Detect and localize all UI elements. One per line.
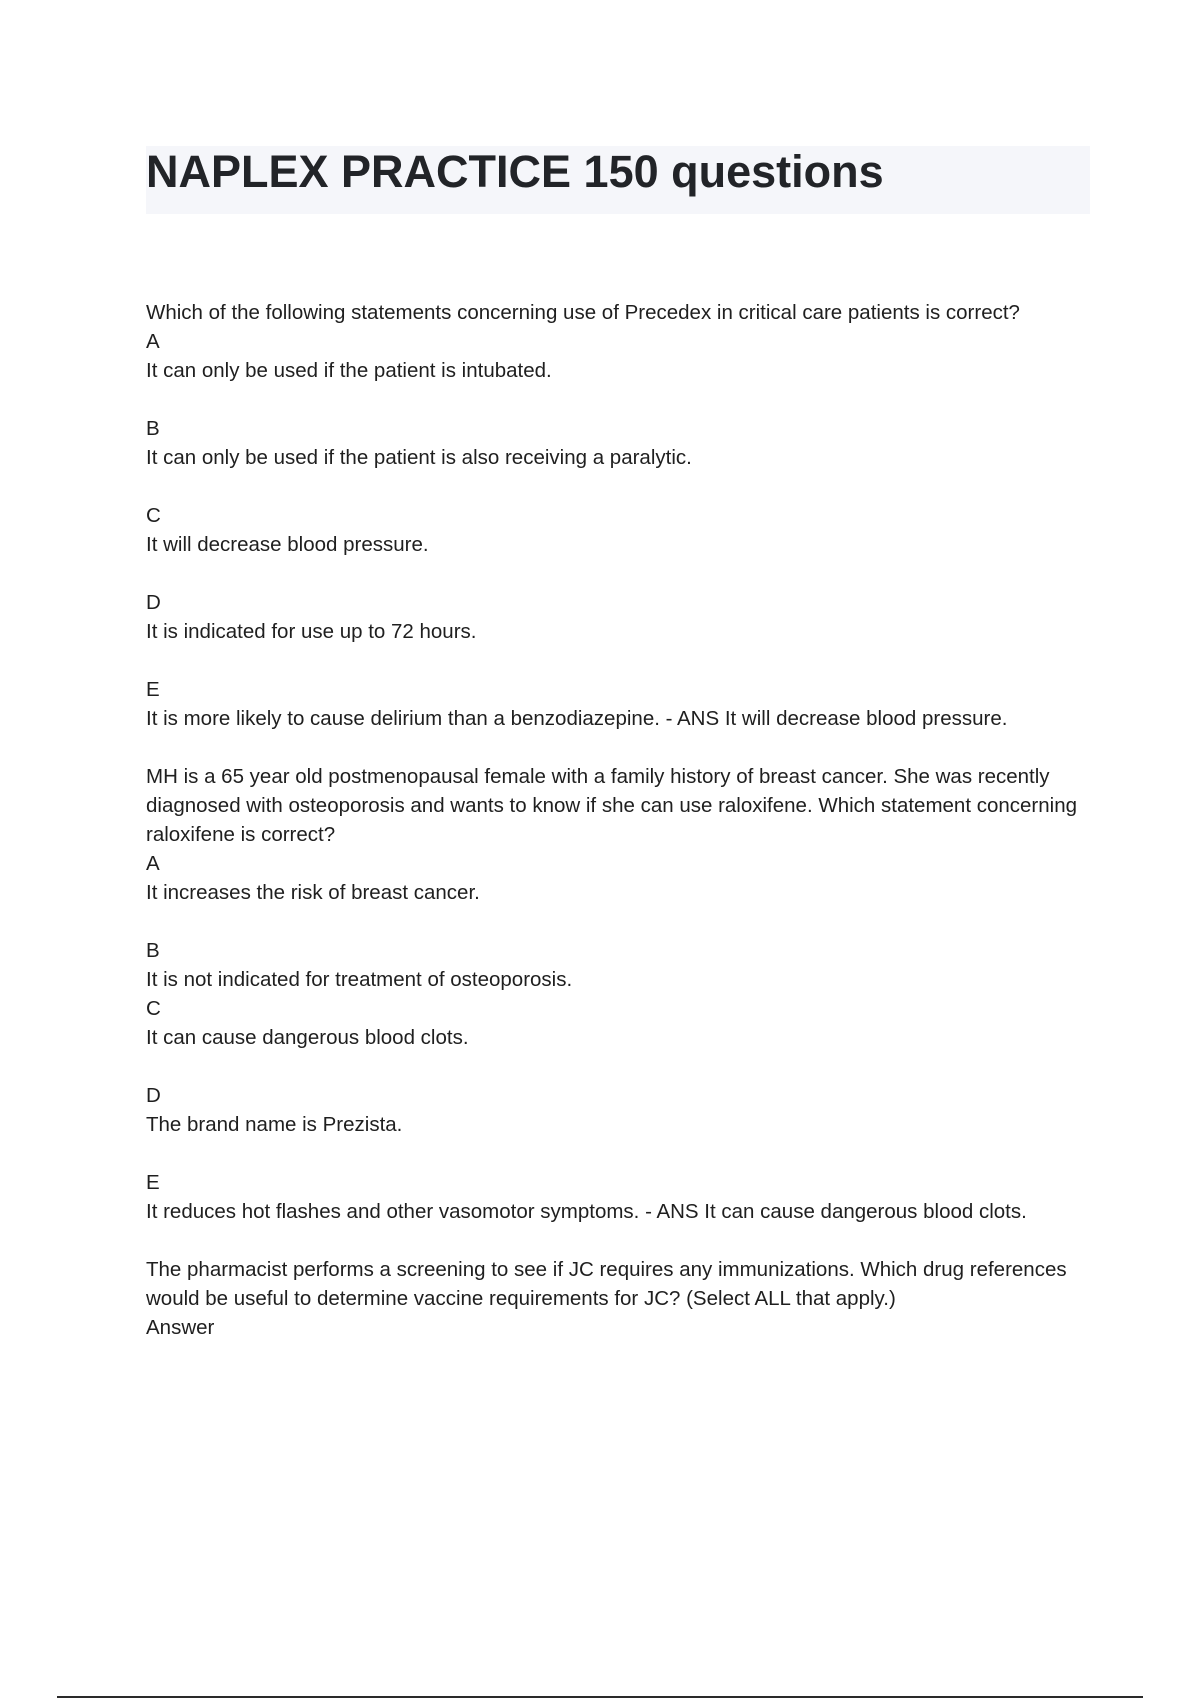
question-1 xyxy=(146,298,1086,733)
option-d xyxy=(146,588,1086,646)
option-letter: A xyxy=(146,330,160,353)
option-letter: D xyxy=(146,591,161,614)
option-letter: B xyxy=(146,939,160,962)
option-text: It is indicated for use up to 72 hours. xyxy=(146,620,477,643)
answer-label: Answer xyxy=(146,1316,215,1339)
option-letter: C xyxy=(146,997,161,1020)
question-list xyxy=(146,298,1086,1371)
footer-divider xyxy=(57,1696,1143,1698)
option-letter: D xyxy=(146,1084,161,1107)
option-text: It can only be used if the patient is also receiving a paralytic. xyxy=(146,446,692,469)
document-title: NAPLEX PRACTICE 150 questions xyxy=(146,146,884,197)
option-letter: B xyxy=(146,417,160,440)
option-text: The brand name is Prezista. xyxy=(146,1113,403,1136)
question-stem: MH is a 65 year old postmenopausal female with a family history of breast cancer. She was recently diagnosed with osteoporosis and wants to know if she can use raloxifene. Which statement concerning raloxifene is correct? xyxy=(146,765,1077,846)
option-letter: E xyxy=(146,678,160,701)
option-text: It will decrease blood pressure. xyxy=(146,533,429,556)
option-e xyxy=(146,1168,1086,1226)
option-a xyxy=(146,327,1086,385)
option-d xyxy=(146,1081,1086,1139)
option-e xyxy=(146,675,1086,733)
option-c xyxy=(146,501,1086,559)
question-3 xyxy=(146,1255,1086,1342)
option-letter: E xyxy=(146,1171,160,1194)
question-stem: The pharmacist performs a screening to see if JC requires any immunizations. Which drug references would be useful to determine vaccine requirements for JC? (Select ALL that apply.) xyxy=(146,1258,1067,1310)
option-c xyxy=(146,994,1086,1052)
option-text: It is not indicated for treatment of osteoporosis. xyxy=(146,968,573,991)
option-text: It can cause dangerous blood clots. xyxy=(146,1026,469,1049)
option-text: It can only be used if the patient is intubated. xyxy=(146,359,552,382)
option-text-with-answer: It is more likely to cause delirium than a benzodiazepine. - ANS It will decrease blood pressure. xyxy=(146,707,1008,730)
option-b xyxy=(146,414,1086,472)
question-2 xyxy=(146,762,1086,1226)
option-letter: C xyxy=(146,504,161,527)
option-text: It increases the risk of breast cancer. xyxy=(146,881,480,904)
option-b xyxy=(146,936,1086,994)
question-stem: Which of the following statements concerning use of Precedex in critical care patients is correct? xyxy=(146,301,1020,324)
option-a xyxy=(146,849,1086,907)
option-letter: A xyxy=(146,852,160,875)
option-text-with-answer: It reduces hot flashes and other vasomotor symptoms. - ANS It can cause dangerous blood clots. xyxy=(146,1200,1027,1223)
